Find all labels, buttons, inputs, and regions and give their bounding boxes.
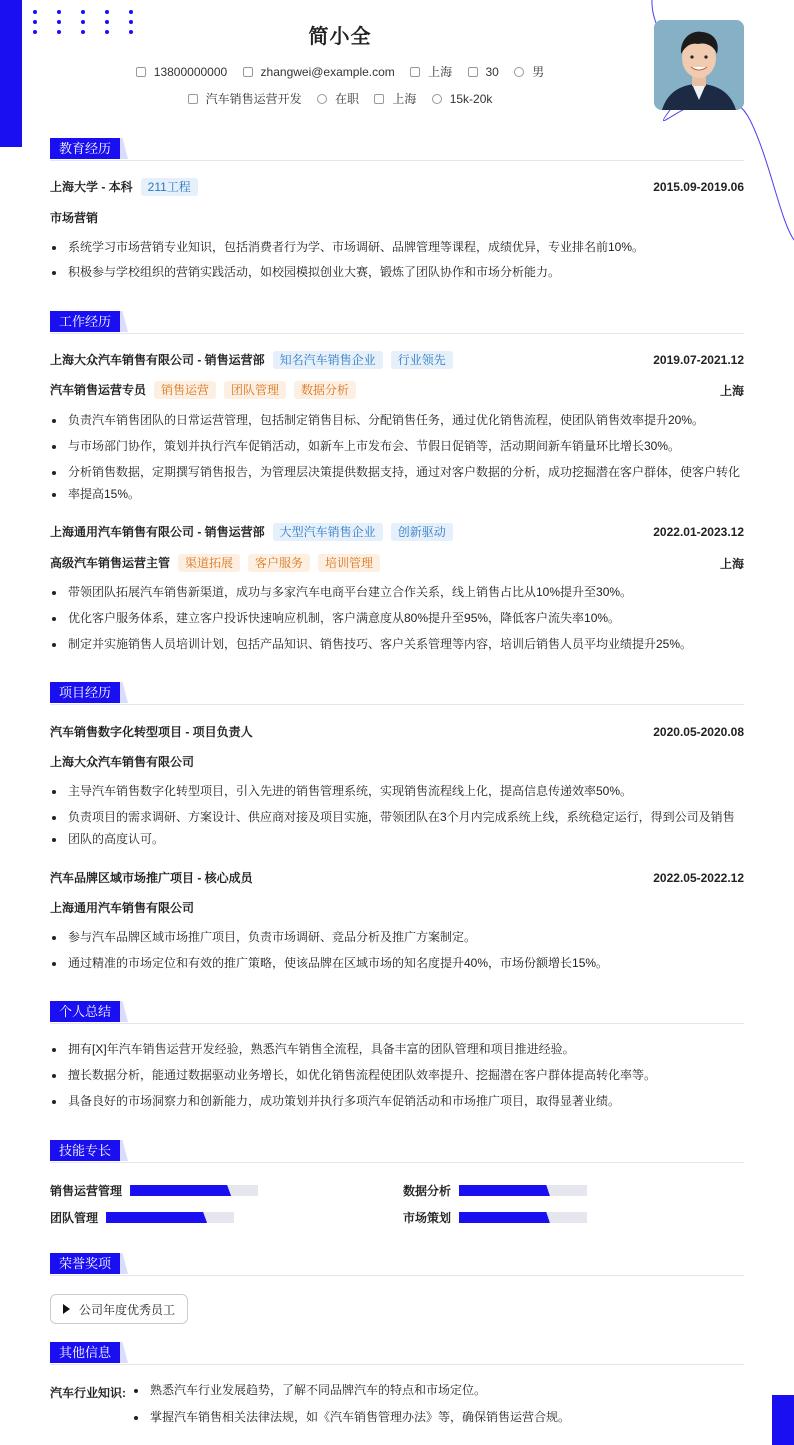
project-date: 2022.05-2022.12	[653, 870, 744, 885]
job-date: 2019.07-2021.12	[653, 353, 744, 367]
gender-icon	[514, 67, 524, 77]
education-date: 2015.09-2019.06	[653, 180, 744, 194]
company-tag: 行业领先	[391, 351, 453, 369]
summary-section	[50, 1001, 744, 1108]
school-name: 上海大学 - 本科	[50, 180, 133, 194]
salary-icon	[432, 94, 442, 104]
phone-icon	[136, 67, 146, 77]
project-date: 2020.05-2020.08	[653, 724, 744, 739]
list-item: 具备良好的市场洞察力和创新能力，成功策划并执行多项汽车促销活动和市场推广项目，取得显著业绩。	[50, 1089, 744, 1114]
list-item: 带领团队拓展汽车销售新渠道，成功与多家汽车电商平台建立合作关系，线上销售占比从10%提升至30%。	[50, 580, 744, 605]
list-item-continued: 率提高15%。	[50, 482, 744, 507]
list-item: 擅长数据分析，能通过数据驱动业务增长，如优化销售流程使团队效率提升、挖掘潜在客户群体提高转化率等。	[50, 1063, 744, 1088]
email-item: zhangwei@example.com	[243, 65, 395, 79]
list-item-continued: 团队的高度认可。	[50, 827, 744, 852]
list-item: 优化客户服务体系，建立客户投诉快速响应机制，客户满意度从80%提升至95%，降低客户流失率10%。	[50, 606, 744, 631]
other-section	[50, 1342, 744, 1424]
project-header	[50, 723, 744, 740]
status-item: 在职	[317, 90, 359, 107]
bottom-right-accent-bar	[772, 1395, 794, 1445]
company-tag: 创新驱动	[391, 523, 453, 541]
list-item: 制定并实施销售人员培训计划，包括产品知识、销售技巧、客户关系管理等内容，培训后销售人员平均业绩提升25%。	[50, 632, 744, 657]
decorative-dot	[81, 10, 85, 14]
skill-item: 团队管理	[50, 1209, 234, 1226]
project-name: 汽车品牌区域市场推广项目 - 核心成员	[50, 871, 253, 885]
skill-level-bar	[106, 1212, 234, 1223]
major: 市场营销	[50, 211, 99, 225]
skill-level-bar	[130, 1185, 258, 1196]
project-company: 上海大众汽车销售有限公司	[50, 755, 195, 769]
project-header	[50, 869, 744, 886]
salary-item: 15k-20k	[432, 92, 493, 106]
award-item[interactable]: 公司年度优秀员工	[50, 1294, 188, 1324]
section-title: 其他信息	[50, 1342, 120, 1363]
intent-item: 汽车销售运营开发	[188, 90, 302, 107]
list-item: 负责汽车销售团队的日常运营管理，包括制定销售目标、分配销售任务，通过优化销售流程，使团队销售效率提升20%。	[50, 408, 744, 433]
skill-item: 数据分析	[403, 1182, 587, 1199]
age-icon	[468, 67, 478, 77]
skill-level-bar	[459, 1185, 587, 1196]
company-tag: 知名汽车销售企业	[273, 351, 383, 369]
contact-info-line	[0, 63, 680, 80]
projects-section	[50, 682, 744, 970]
list-item: 熟悉汽车行业发展趋势，了解不同品牌汽车的特点和市场定位。	[132, 1378, 732, 1403]
list-item: 掌握汽车销售相关法律法规，如《汽车销售管理办法》等，确保销售运营合规。	[132, 1405, 732, 1430]
skill-tag: 团队管理	[224, 381, 286, 399]
job-date: 2022.01-2023.12	[653, 525, 744, 539]
list-item: 与市场部门协作，策划并执行汽车促销活动，如新车上市发布会、节假日促销等，活动期间新车销量环比增长30%。	[50, 434, 744, 459]
skill-tag: 培训管理	[318, 554, 380, 572]
phone-item: 13800000000	[136, 65, 227, 79]
skills-section	[50, 1140, 744, 1225]
skill-level-bar	[459, 1212, 587, 1223]
school-tag: 211工程	[141, 178, 198, 196]
avatar-photo	[654, 20, 744, 110]
other-label: 汽车行业知识:	[50, 1386, 126, 1400]
job-city: 上海	[719, 556, 744, 571]
job-role: 高级汽车销售运营主管	[50, 556, 171, 570]
skill-tag: 数据分析	[294, 381, 356, 399]
skill-tag: 渠道拓展	[178, 554, 240, 572]
job-role-row	[50, 381, 744, 399]
list-item: 通过精准的市场定位和有效的推广策略，使该品牌在区域市场的知名度提升40%，市场份额增长15%。	[50, 951, 744, 976]
list-item: 参与汽车品牌区域市场推广项目，负责市场调研、竞品分析及推广方案制定。	[50, 925, 744, 950]
mail-icon	[243, 67, 253, 77]
list-item: 主导汽车销售数字化转型项目，引入先进的销售管理系统，实现销售流程线上化，提高信息传递效率50%。	[50, 779, 744, 804]
section-title: 项目经历	[50, 682, 120, 703]
building-icon	[374, 94, 384, 104]
work-section	[50, 311, 744, 651]
skill-item: 销售运营管理	[50, 1182, 258, 1199]
list-item: 拥有[X]年汽车销售运营开发经验，熟悉汽车销售全流程，具备丰富的团队管理和项目推进经验。	[50, 1037, 744, 1062]
job-city: 上海	[719, 383, 744, 398]
decorative-dot	[57, 10, 61, 14]
project-company: 上海通用汽车销售有限公司	[50, 901, 195, 915]
city-item: 上海	[374, 90, 416, 107]
location-item: 上海	[410, 63, 452, 80]
gender-item: 男	[514, 63, 544, 80]
send-icon	[188, 94, 198, 104]
section-title: 教育经历	[50, 138, 120, 159]
decorative-dot	[105, 10, 109, 14]
project-name: 汽车销售数字化转型项目 - 项目负责人	[50, 725, 253, 739]
company-name: 上海大众汽车销售有限公司 - 销售运营部	[50, 353, 265, 367]
skill-tag: 销售运营	[154, 381, 216, 399]
decorative-dot	[129, 10, 133, 14]
section-title: 个人总结	[50, 1001, 120, 1022]
home-icon	[410, 67, 420, 77]
list-item: 分析销售数据，定期撰写销售报告，为管理层决策提供数据支持，通过对客户数据的分析，成功挖掘潜在客户群体，使客户转化	[50, 460, 744, 485]
section-title: 技能专长	[50, 1140, 120, 1161]
list-item: 负责项目的需求调研、方案设计、供应商对接及项目实施，带领团队在3个月内完成系统上线，系统稳定运行，得到公司及销售	[50, 805, 744, 830]
job-header	[50, 351, 744, 369]
education-header	[50, 178, 744, 196]
company-tag: 大型汽车销售企业	[273, 523, 383, 541]
skill-item: 市场策划	[403, 1209, 587, 1226]
section-title: 工作经历	[50, 311, 120, 332]
age-item: 30	[468, 65, 499, 79]
education-section	[50, 138, 744, 279]
section-title: 荣誉奖项	[50, 1253, 120, 1274]
candidate-name: 简小全	[308, 26, 372, 48]
job-header	[50, 523, 744, 541]
list-item: 积极参与学校组织的营销实践活动，如校园模拟创业大赛，锻炼了团队协作和市场分析能力。	[50, 260, 744, 285]
decorative-dot	[33, 10, 37, 14]
play-icon	[63, 1304, 70, 1314]
skill-tag: 客户服务	[248, 554, 310, 572]
job-role: 汽车销售运营专员	[50, 383, 147, 397]
company-name: 上海通用汽车销售有限公司 - 销售运营部	[50, 525, 265, 539]
job-info-line	[0, 90, 680, 107]
status-icon	[317, 94, 327, 104]
job-role-row	[50, 554, 744, 572]
list-item: 系统学习市场营销专业知识，包括消费者行为学、市场调研、品牌管理等课程，成绩优异，专业排名前10%。	[50, 235, 744, 260]
awards-section	[50, 1253, 744, 1276]
